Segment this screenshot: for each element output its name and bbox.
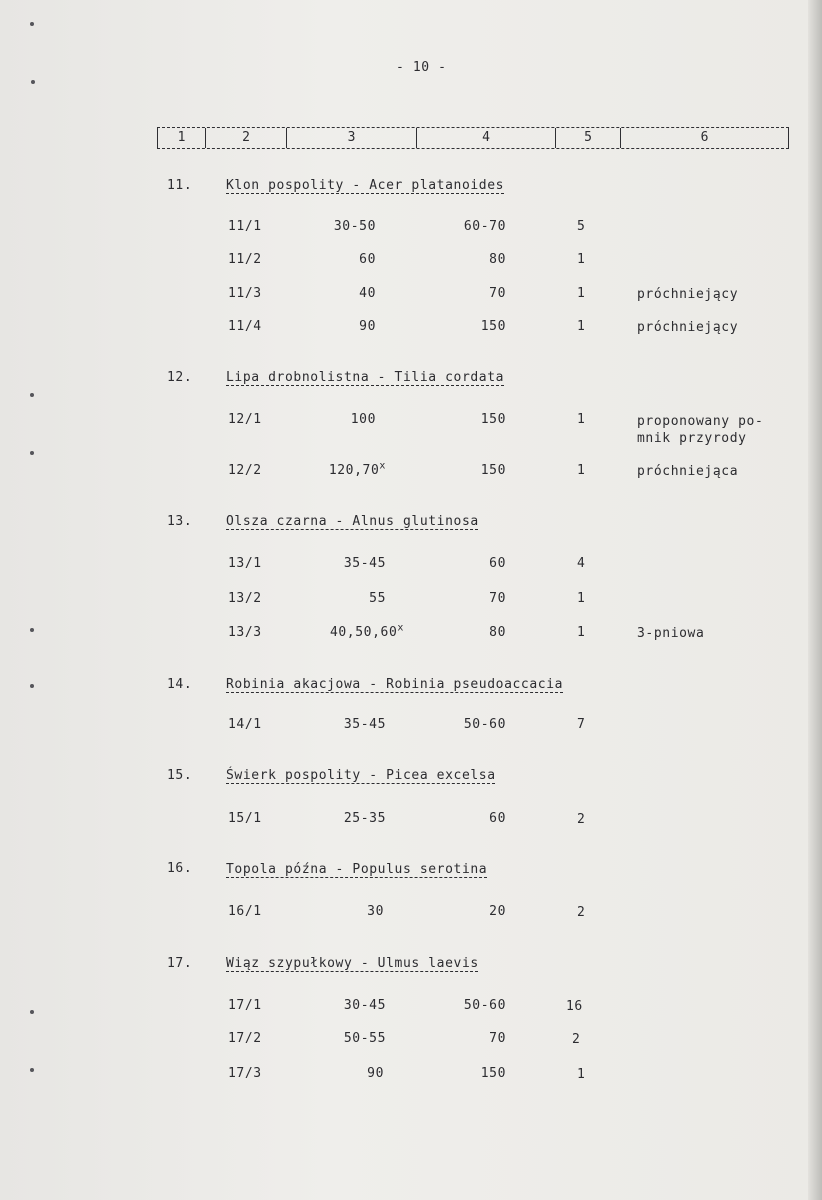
diameter-value: 30-50 bbox=[333, 219, 376, 234]
tree-id: 13/3 bbox=[228, 625, 262, 640]
diameter-cell bbox=[300, 622, 404, 641]
tree-id: 13/2 bbox=[228, 591, 262, 606]
section-number: 12. bbox=[167, 370, 193, 385]
circumference-value: 150 bbox=[480, 319, 506, 334]
tree-id: 17/3 bbox=[228, 1066, 262, 1081]
column-header-4: 4 bbox=[416, 128, 555, 148]
section-title: Topola późna - Populus serotina bbox=[226, 862, 488, 877]
circumference-value: 20 bbox=[489, 904, 506, 919]
section-title: Olsza czarna - Alnus glutinosa bbox=[226, 514, 479, 529]
circumference-value: 80 bbox=[489, 252, 506, 267]
section-number: 16. bbox=[167, 861, 193, 876]
column-header-1: 1 bbox=[177, 130, 186, 145]
tree-id: 15/1 bbox=[228, 811, 262, 826]
margin-mark bbox=[30, 393, 34, 397]
diameter-value: 25-35 bbox=[343, 811, 386, 826]
tree-id: 13/1 bbox=[228, 556, 262, 571]
count-value: 1 bbox=[577, 252, 586, 267]
count-value: 4 bbox=[577, 556, 586, 571]
tree-id: 11/2 bbox=[228, 252, 262, 267]
section-number: 17. bbox=[167, 956, 193, 971]
note-text: próchniejący bbox=[637, 320, 739, 335]
circumference-value: 60-70 bbox=[463, 219, 506, 234]
margin-mark bbox=[30, 451, 34, 455]
margin-mark bbox=[31, 80, 35, 84]
circumference-value: 70 bbox=[489, 1031, 506, 1046]
circumference-value: 60 bbox=[489, 556, 506, 571]
page-number: - 10 - bbox=[396, 60, 447, 75]
count-value: 1 bbox=[577, 1067, 586, 1082]
diameter-value: 90 bbox=[359, 319, 376, 334]
note-text: 3-pniowa bbox=[637, 626, 705, 641]
section-number: 14. bbox=[167, 677, 193, 692]
margin-mark bbox=[30, 1010, 34, 1014]
column-header-2: 2 bbox=[205, 128, 286, 148]
diameter-value: 40,50,60 bbox=[329, 625, 398, 640]
count-value: 2 bbox=[577, 812, 586, 827]
diameter-value: 55 bbox=[369, 591, 386, 606]
diameter-value: 120,70 bbox=[328, 463, 380, 478]
note-text-continued: mnik przyrody bbox=[637, 431, 747, 446]
diameter-value: 35-45 bbox=[343, 556, 386, 571]
tree-id: 16/1 bbox=[228, 904, 262, 919]
section-title: Klon pospolity - Acer platanoides bbox=[226, 178, 505, 193]
note-text: proponowany po- bbox=[637, 414, 764, 429]
circumference-value: 50-60 bbox=[463, 717, 506, 732]
count-value: 5 bbox=[577, 219, 586, 234]
circumference-value: 150 bbox=[480, 463, 506, 478]
section-title: Robinia akacjowa - Robinia pseudoaccacia bbox=[226, 677, 564, 692]
count-value: 16 bbox=[566, 999, 583, 1014]
diameter-value: 100 bbox=[350, 412, 376, 427]
margin-mark bbox=[30, 1068, 34, 1072]
diameter-value: 30-45 bbox=[343, 998, 386, 1013]
circumference-value: 150 bbox=[480, 1066, 506, 1081]
section-title: Lipa drobnolistna - Tilia cordata bbox=[226, 370, 505, 385]
count-value: 1 bbox=[577, 625, 586, 640]
circumference-value: 60 bbox=[489, 811, 506, 826]
tree-id: 17/1 bbox=[228, 998, 262, 1013]
count-value: 1 bbox=[577, 319, 586, 334]
count-value: 2 bbox=[577, 905, 586, 920]
paper-edge-shadow bbox=[808, 0, 822, 1200]
count-value: 7 bbox=[577, 717, 586, 732]
tree-id: 11/3 bbox=[228, 286, 262, 301]
diameter-value: 40 bbox=[359, 286, 376, 301]
count-value: 1 bbox=[577, 463, 586, 478]
circumference-value: 150 bbox=[480, 412, 506, 427]
circumference-value: 80 bbox=[489, 625, 506, 640]
section-title: Wiąz szypułkowy - Ulmus laevis bbox=[226, 956, 479, 971]
tree-id: 11/1 bbox=[228, 219, 262, 234]
diameter-cell bbox=[300, 460, 386, 479]
circumference-value: 50-60 bbox=[463, 998, 506, 1013]
diameter-value: 35-45 bbox=[343, 717, 386, 732]
diameter-value: 50-55 bbox=[343, 1031, 386, 1046]
section-number: 13. bbox=[167, 514, 193, 529]
column-header-6: 6 bbox=[620, 128, 788, 148]
column-header-3: 3 bbox=[286, 128, 416, 148]
count-value: 2 bbox=[572, 1032, 581, 1047]
tree-id: 14/1 bbox=[228, 717, 262, 732]
footnote-mark: x bbox=[397, 622, 404, 634]
count-value: 1 bbox=[577, 412, 586, 427]
tree-id: 11/4 bbox=[228, 319, 262, 334]
count-value: 1 bbox=[577, 591, 586, 606]
tree-id: 12/2 bbox=[228, 463, 262, 478]
note-text: próchniejący bbox=[637, 287, 739, 302]
tree-id: 17/2 bbox=[228, 1031, 262, 1046]
diameter-value: 90 bbox=[367, 1066, 384, 1081]
margin-mark bbox=[30, 22, 34, 26]
column-header-5: 5 bbox=[555, 128, 620, 148]
footnote-mark: x bbox=[379, 460, 386, 472]
diameter-value: 30 bbox=[367, 904, 384, 919]
count-value: 1 bbox=[577, 286, 586, 301]
circumference-value: 70 bbox=[489, 286, 506, 301]
section-number: 15. bbox=[167, 768, 193, 783]
diameter-value: 60 bbox=[359, 252, 376, 267]
note-text: próchniejąca bbox=[637, 464, 739, 479]
circumference-value: 70 bbox=[489, 591, 506, 606]
column-header-row bbox=[157, 127, 789, 149]
margin-mark bbox=[30, 684, 34, 688]
section-title: Świerk pospolity - Picea excelsa bbox=[226, 768, 496, 783]
tree-id: 12/1 bbox=[228, 412, 262, 427]
section-number: 11. bbox=[167, 178, 193, 193]
margin-mark bbox=[30, 628, 34, 632]
